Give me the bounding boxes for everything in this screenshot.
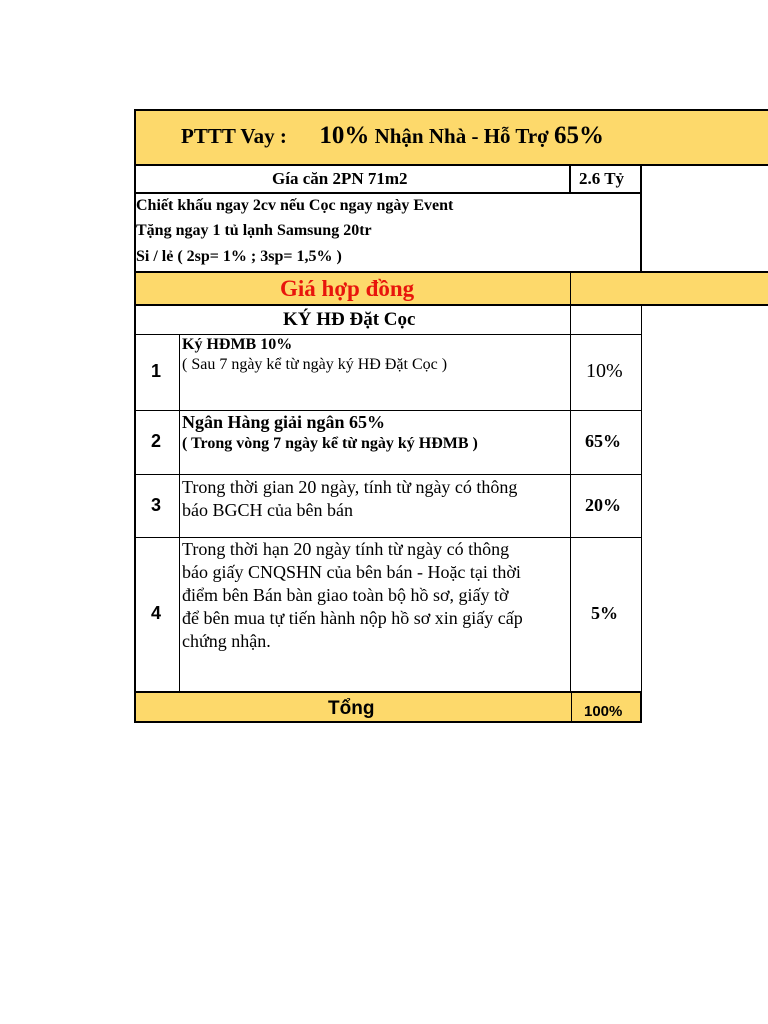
row-4-line-3: điểm bên Bán bàn giao toàn bộ hồ sơ, giấy tờ	[182, 585, 509, 605]
row-2-line-2: ( Trong vòng 7 ngày kể từ ngày ký HĐMB )	[182, 435, 478, 452]
contract-price-title: Giá hợp đồng	[280, 276, 415, 301]
row-1-pct: 10%	[586, 360, 623, 382]
total-label: Tổng	[328, 698, 375, 719]
row-3-num: 3	[151, 495, 162, 515]
header-title	[181, 122, 604, 150]
price-label: Gía căn 2PN 71m2	[272, 169, 408, 188]
row-4-line-1: Trong thời hạn 20 ngày tính từ ngày có thông	[182, 539, 510, 559]
row-2-pct: 65%	[585, 431, 621, 451]
row-1-line-2: ( Sau 7 ngày kể từ ngày ký HĐ Đặt Cọc )	[182, 356, 448, 373]
contract-price-divider	[570, 273, 571, 304]
row-3-line-1: Trong thời gian 20 ngày, tính từ ngày có thông	[182, 477, 518, 497]
row-3-pct: 20%	[585, 495, 621, 515]
row-4-line-5: chứng nhận.	[182, 631, 271, 651]
row-4-line-2: báo giấy CNQSHN của bên bán - Hoặc tại thời	[182, 562, 521, 582]
row-2-line-1: Ngân Hàng giải ngân 65%	[182, 412, 386, 432]
row-2-num: 2	[151, 431, 162, 451]
contract-price-band	[134, 271, 768, 306]
deposit-right-cell	[571, 306, 642, 335]
row-4-line-4: để bên mua tự tiến hành nộp hồ sơ xin giấy cấp	[182, 608, 523, 628]
row-3-line-2: báo BGCH của bên bán	[182, 500, 353, 520]
header-mid: Nhận Nhà - Hỗ Trợ	[374, 124, 549, 148]
row-4-num: 4	[151, 603, 162, 623]
promo-line-1: Chiết khấu ngay 2cv nếu Cọc ngay ngày Event	[136, 197, 454, 214]
row-1-num: 1	[151, 361, 162, 381]
promo-line-2: Tặng ngay 1 tủ lạnh Samsung 20tr	[136, 222, 372, 239]
deposit-title: KÝ HĐ Đặt Cọc	[283, 309, 416, 330]
header-pct-1: 10%	[319, 122, 370, 149]
row-4-pct: 5%	[591, 603, 618, 623]
header-prefix: PTTT Vay :	[181, 124, 287, 148]
total-value: 100%	[584, 703, 623, 720]
promo-line-3: Si / lẻ ( 2sp= 1% ; 3sp= 1,5% )	[136, 248, 342, 265]
price-value: 2.6 Tỷ	[579, 169, 625, 188]
header-pct-2: 65%	[554, 122, 605, 149]
row-1-line-1: Ký HĐMB 10%	[182, 336, 293, 353]
